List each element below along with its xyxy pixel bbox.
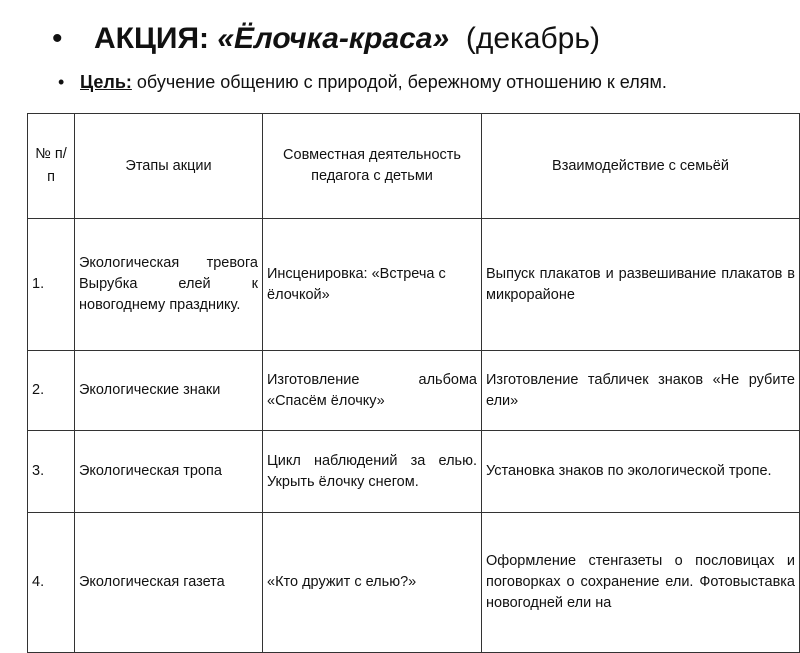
row-stage: Экологическая газета (75, 513, 263, 653)
bullet: • (58, 72, 65, 92)
title-italic: «Ёлочка-краса» (217, 22, 450, 55)
row-family: Выпуск плакатов и развешивание плакатов в микрорайоне (482, 219, 800, 351)
row-num: 1. (28, 219, 75, 351)
bullet: • (52, 22, 63, 55)
row-joint: Цикл наблюдений за елью. Укрыть ёлочку снегом. (263, 431, 482, 513)
table-row (28, 219, 800, 351)
row-num: 2. (28, 351, 75, 431)
table-row (28, 513, 800, 653)
row-family: Установка знаков по экологической тропе. (482, 431, 800, 513)
row-stage: Экологическая тропа (75, 431, 263, 513)
row-stage: Экологическая тревога Вырубка елей к новогоднему празднику. (75, 219, 263, 351)
table-row (28, 431, 800, 513)
row-stage: Экологические знаки (75, 351, 263, 431)
row-family: Оформление стенгазеты о пословицах и поговорках о сохранение ели. Фотовыставка новогодней ели на (482, 513, 800, 653)
row-num: 3. (28, 431, 75, 513)
slide-title (52, 22, 600, 56)
table-row (28, 351, 800, 431)
row-joint: «Кто дружит с елью?» (263, 513, 482, 653)
header-row (28, 114, 800, 219)
row-joint: Изготовление альбома «Спасём ёлочку» (263, 351, 482, 431)
row-family: Изготовление табличек знаков «Не рубите ели» (482, 351, 800, 431)
header-stage: Этапы акции (75, 114, 263, 219)
goal-text: обучение общению с природой, бережному отношению к елям. (136, 72, 667, 92)
goal-label: Цель: (80, 72, 132, 92)
action-table (27, 113, 800, 653)
header-joint: Совместная деятельность педагога с детьми (263, 114, 482, 219)
row-num: 4. (28, 513, 75, 653)
header-family: Взаимодействие с семьёй (482, 114, 800, 219)
header-num: № п/ п (28, 114, 75, 219)
row-joint: Инсценировка: «Встреча с ёлочкой» (263, 219, 482, 351)
title-bold: АКЦИЯ: (94, 22, 210, 55)
title-month: (декабрь) (465, 22, 600, 55)
goal-line (56, 70, 786, 94)
